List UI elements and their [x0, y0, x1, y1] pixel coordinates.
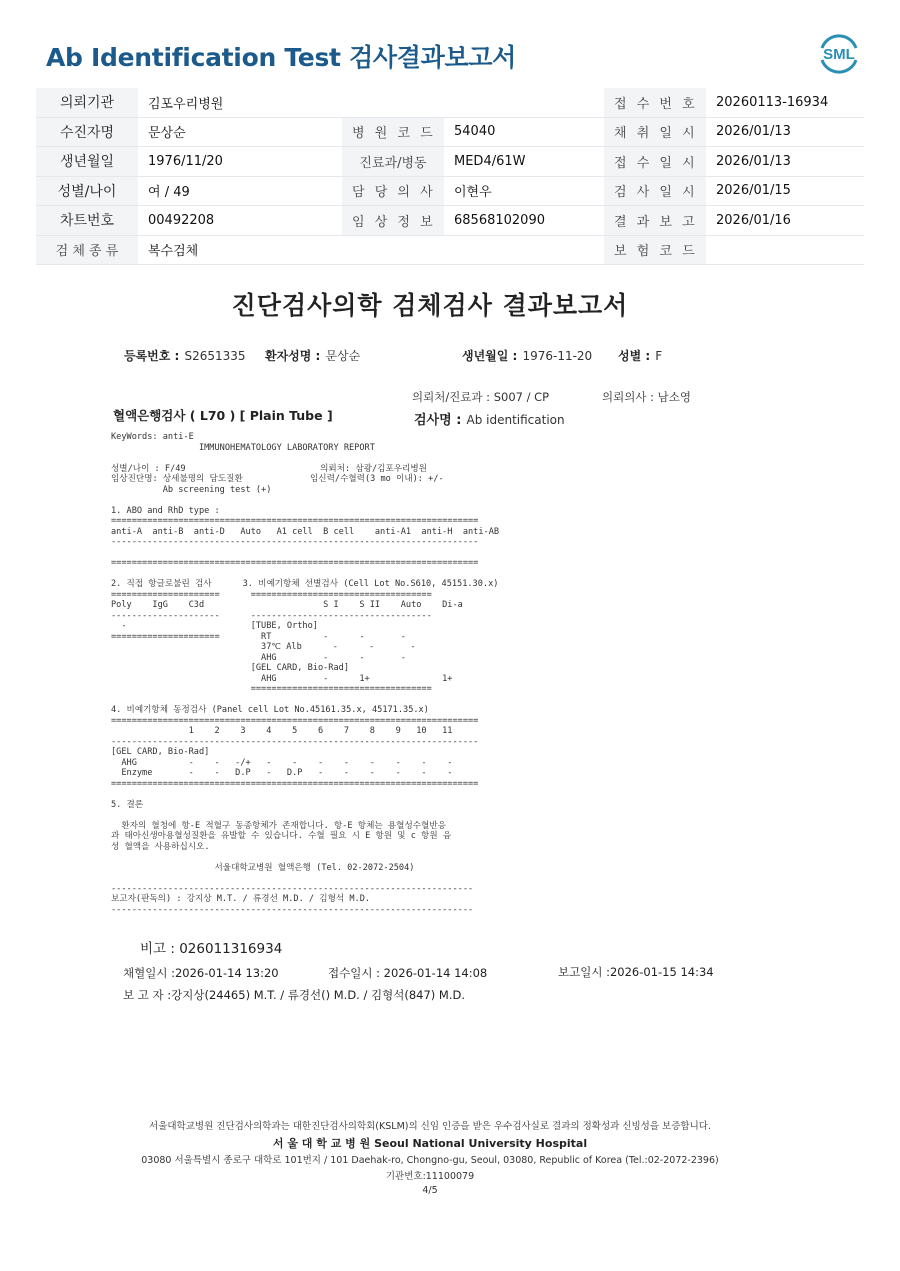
page-title: Ab Identification Test 검사결과보고서	[46, 43, 517, 72]
dept-label: 의뢰처/진료과 :	[412, 390, 491, 404]
sex-label: 성별 :	[618, 349, 651, 363]
info-value: 2026/01/13	[706, 147, 864, 177]
info-label: 담 당 의 사	[342, 176, 444, 206]
logo-text: SML	[823, 46, 855, 63]
page-number: 4/5	[422, 1185, 438, 1196]
info-value: 2026/01/15	[706, 176, 864, 206]
info-row	[36, 117, 864, 147]
info-value: MED4/61W	[444, 147, 604, 177]
info-label: 생년월일	[36, 147, 138, 177]
info-row	[36, 206, 864, 236]
registration-number	[124, 345, 246, 364]
patient-label: 환자성명 :	[265, 349, 321, 363]
info-value	[706, 235, 864, 265]
info-label: 검 체 종 류	[36, 235, 138, 265]
info-label	[342, 88, 444, 117]
test-name	[414, 409, 565, 428]
info-value: 이현우	[444, 176, 604, 206]
info-label: 채 취 일 시	[604, 117, 706, 147]
info-value: 문상순	[138, 117, 342, 147]
reg-label: 등록번호 :	[124, 349, 180, 363]
info-value: 복수검체	[138, 235, 342, 265]
document-title: 진단검사의학 검체검사 결과보고서	[231, 291, 629, 320]
sex-value: F	[655, 349, 663, 363]
doctor-info	[602, 389, 691, 405]
certification-note: 서울대학교병원 진단검사의학과는 대한진단검사의학회(KSLM)의 신임 인증을 받은 우수검사실로 결과의 정확성과 신빙성을 보증합니다.	[149, 1121, 711, 1132]
reg-value: S2651335	[184, 349, 246, 363]
hospital-address: 03080 서울특별시 종로구 대학로 101번지 / 101 Daehak-ro, Chongno-gu, Seoul, 03080, Republic of Korea (Tel.:02-2072-2396)	[141, 1155, 719, 1166]
test-value: Ab identification	[466, 413, 565, 427]
info-row	[36, 176, 864, 206]
info-value: 54040	[444, 117, 604, 147]
info-label: 병 원 코 드	[342, 117, 444, 147]
dept-value: S007 / CP	[493, 390, 550, 404]
doctor-label: 의뢰의사 :	[602, 390, 654, 404]
info-value: 00492208	[138, 206, 342, 236]
info-row	[36, 88, 864, 117]
info-value: 68568102090	[444, 206, 604, 236]
info-row	[36, 147, 864, 177]
collection-time: 채혈일시 :2026-01-14 13:20	[123, 966, 279, 980]
lab-report-body: KeyWords: anti-E IMMUNOHEMATOLOGY LABORATORY REPORT 성별/나이 : F/49 의뢰처: 삼광/김포우리병원 임상진단명: 상세불명의 담도질환 임신력/수혈력(3 mo 이내): +/- Ab screening test (+) 1. ABO and RhD type : ======================================================================= anti-A anti-B anti-D Auto A1 cell B cell anti-A1 anti-H anti-AB ----------------------------------------------------------------------- ======================================================================= 2. 직접 항글로불린 검사 3. 비예기항체 선별검사 (Cell Lot No.S610, 45151.30.x) ===================== =================================== Poly IgG C3d S I S II Auto Di-a --------------------- ----------------------------------- - [TUBE, Ortho] ===================== RT - - - 37℃ Alb - - - AHG - - - [GEL CARD, Bio-Rad] AHG - 1+ 1+ =================================== 4. 비예기항체 동정검사 (Panel cell Lot No.45161.35.x, 45171.35.x) ======================================================================= 1 2 3 4 5 6 7 8 9 10 11 ----------------------------------------------------------------------- [GEL CARD, Bio-Rad] AHG - - -/+ - - - - - - - - Enzyme - - D.P - D.P - - - - - - ======================================================================= 5. 결론 환자의 혈청에 항-E 적혈구 동종항체가 존재합니다. 항-E 항체는 용혈성수혈반응 과 태아신생아용혈성질환을 유발할 수 있습니다. 수혈 필요 시 E 항원 및 c 항원 음 성 혈액을 사용하십시오. 서울대학교병원 혈액은행 (Tel. 02-2072-2504) ---------------------------------------------------------------------- 보고자(판독의) : 강지상 M.T. / 류경선 M.D. / 김형석 M.D. ----------------------------------------------------------------------	[111, 432, 500, 915]
birth-label: 생년월일 :	[462, 349, 518, 363]
info-label: 수진자명	[36, 117, 138, 147]
info-row	[36, 235, 864, 265]
birth-value: 1976-11-20	[522, 349, 593, 363]
info-label: 차트번호	[36, 206, 138, 236]
info-label: 검 사 일 시	[604, 176, 706, 206]
doctor-value: 남소영	[657, 390, 691, 404]
info-value: 2026/01/16	[706, 206, 864, 236]
birth-date	[462, 345, 592, 364]
info-label	[342, 235, 444, 265]
info-label: 접 수 번 호	[604, 88, 706, 117]
info-label: 접 수 일 시	[604, 147, 706, 177]
info-value	[444, 235, 604, 265]
info-value: 여 / 49	[138, 176, 342, 206]
info-value: 20260113-16934	[706, 88, 864, 117]
patient-value: 문상순	[325, 349, 361, 363]
patient-info-table	[36, 88, 864, 265]
hospital-name: 서 울 대 학 교 병 원 Seoul National University Hospital	[272, 1137, 588, 1150]
info-label: 성별/나이	[36, 176, 138, 206]
institution-number: 기관번호:11100079	[385, 1171, 475, 1182]
info-label: 결 과 보 고	[604, 206, 706, 236]
receipt-time: 접수일시 : 2026-01-14 14:08	[328, 966, 488, 980]
info-value: 김포우리병원	[138, 88, 342, 117]
info-value: 1976/11/20	[138, 147, 342, 177]
info-label: 의뢰기관	[36, 88, 138, 117]
info-label: 임 상 정 보	[342, 206, 444, 236]
remarks: 비고 : 026011316934	[140, 941, 283, 957]
reporter: 보 고 자 :강지상(24465) M.T. / 류경선() M.D. / 김형석(847) M.D.	[123, 988, 466, 1002]
sex	[618, 345, 662, 364]
info-label: 보 험 코 드	[604, 235, 706, 265]
patient-name	[265, 345, 360, 364]
test-category: 혈액은행검사 ( L70 ) [ Plain Tube ]	[113, 408, 333, 423]
info-value: 2026/01/13	[706, 117, 864, 147]
info-value	[444, 88, 604, 117]
sml-logo-icon	[812, 28, 866, 78]
dept-info	[412, 389, 549, 405]
test-label: 검사명 :	[414, 413, 462, 428]
info-label: 진료과/병동	[342, 147, 444, 177]
report-time: 보고일시 :2026-01-15 14:34	[558, 965, 714, 979]
